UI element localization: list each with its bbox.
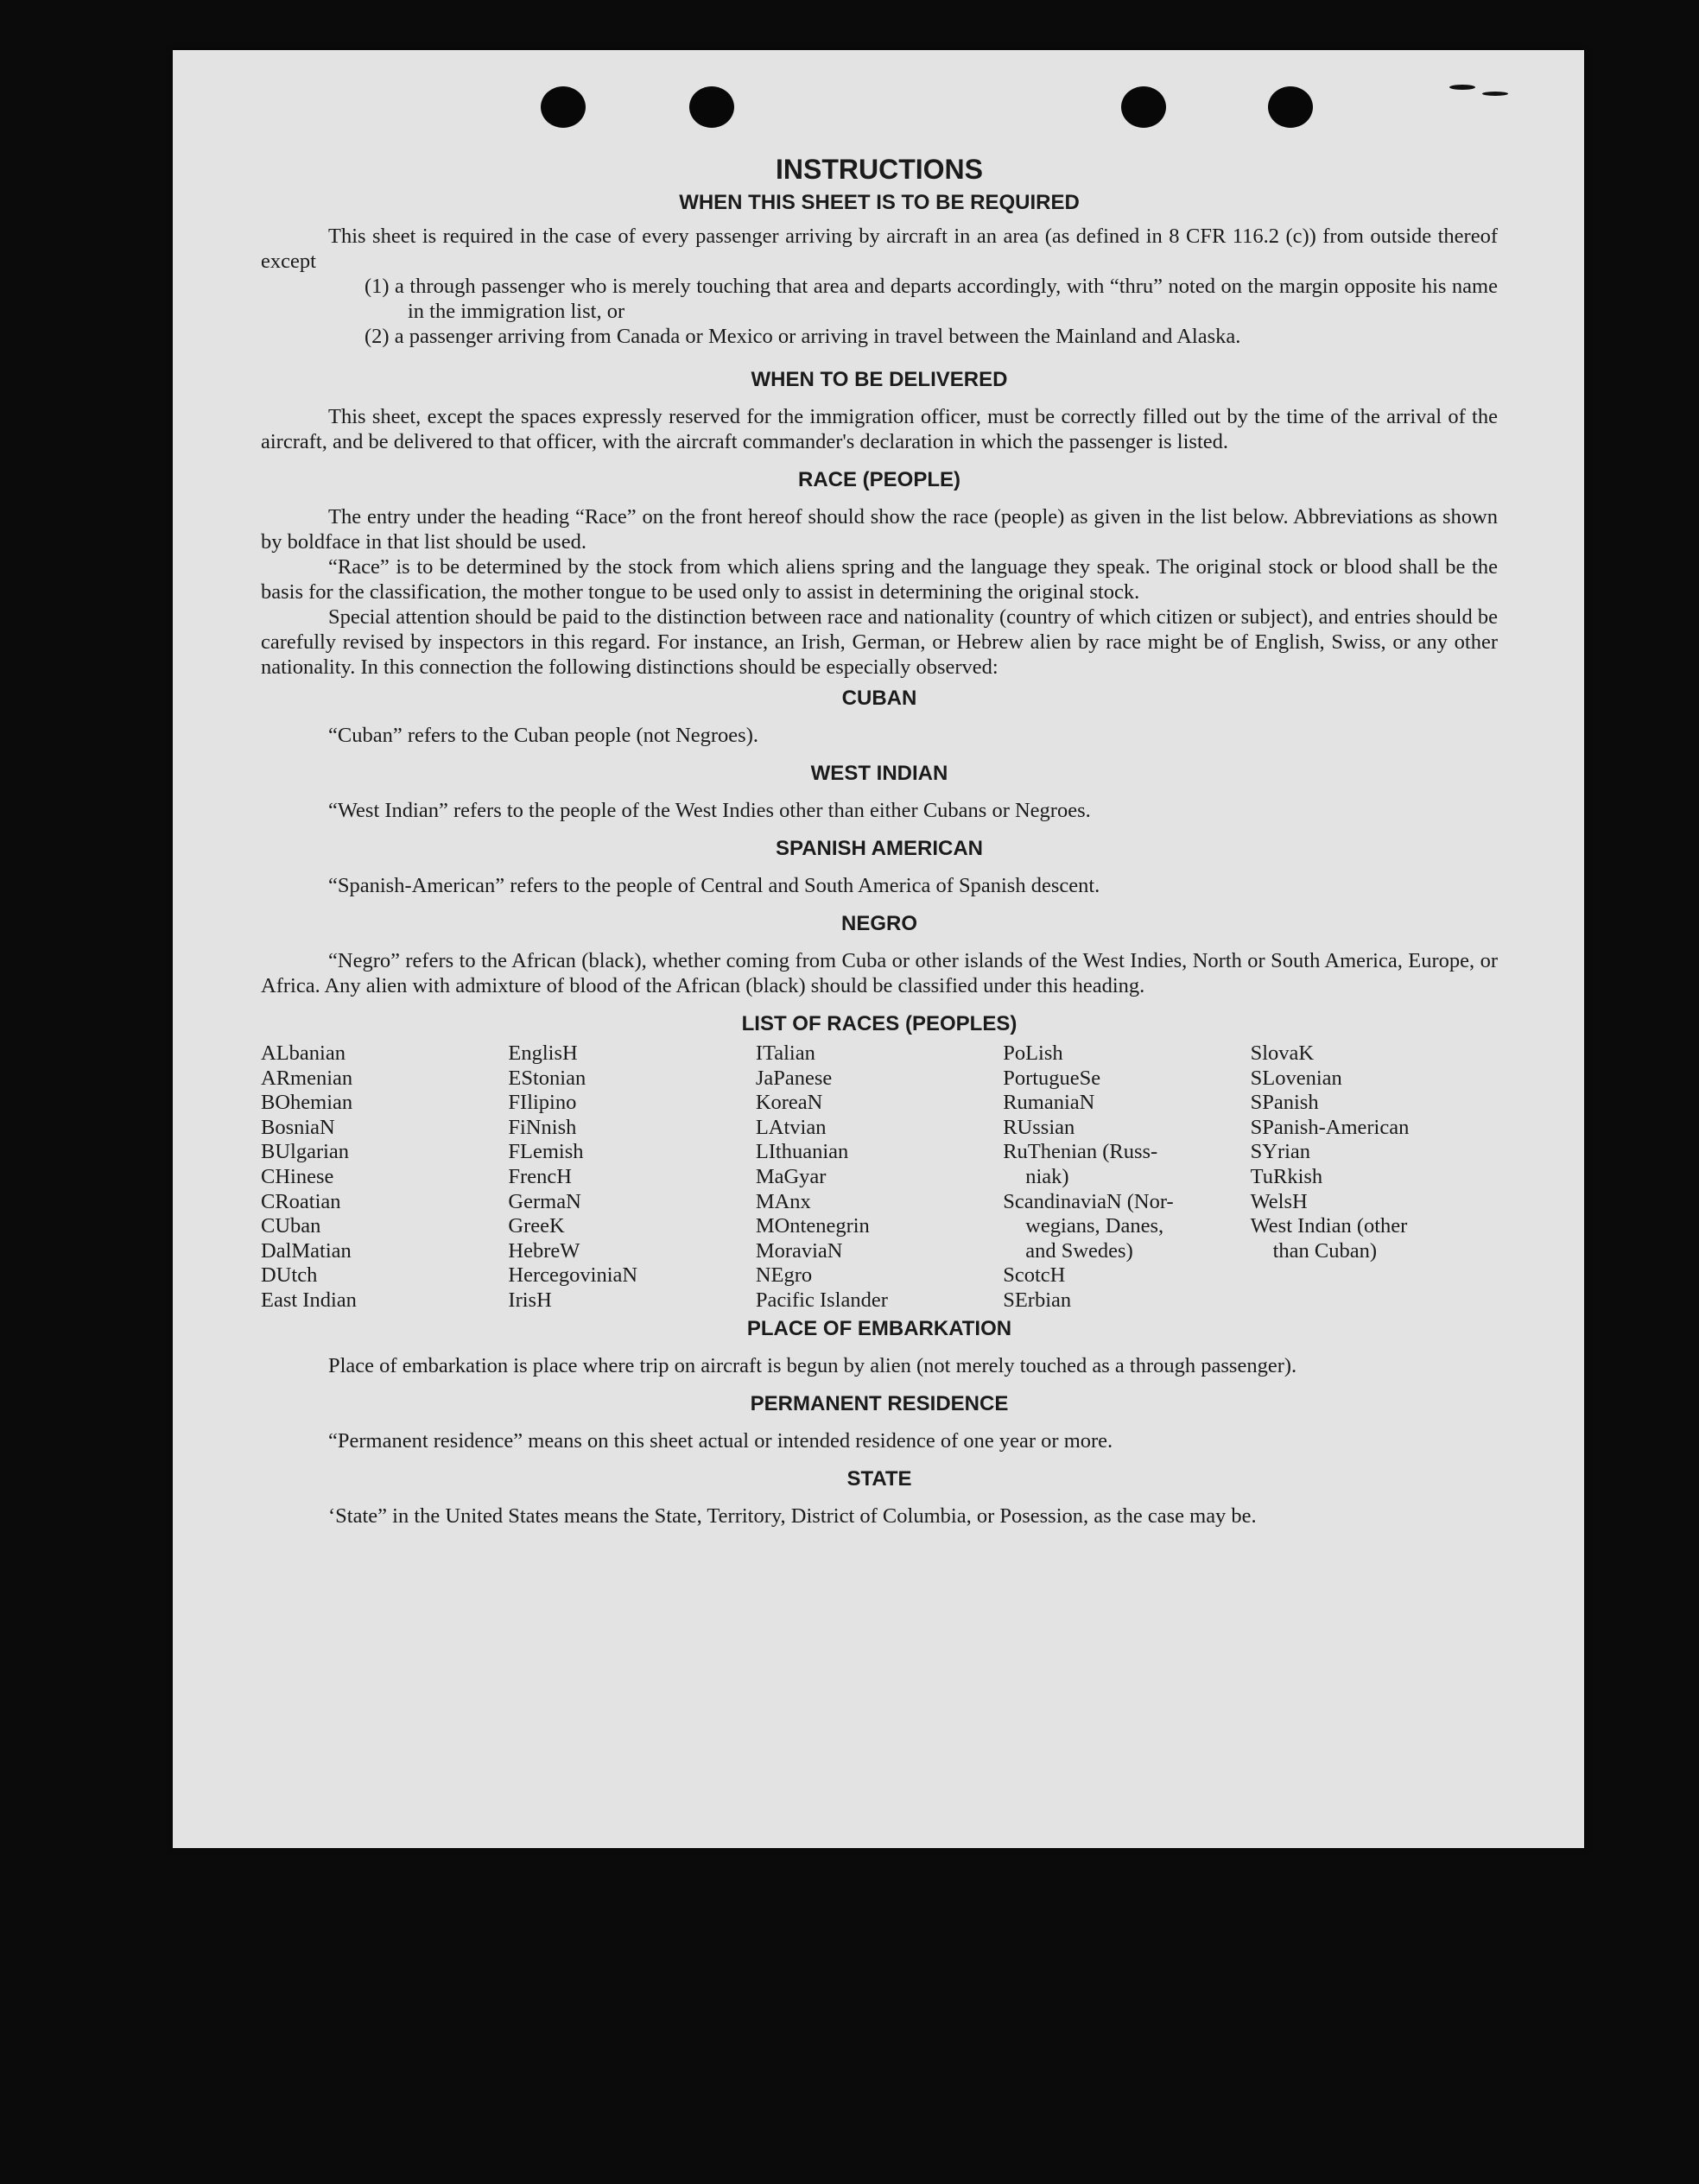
- heading-state: STATE: [846, 1466, 912, 1491]
- state-text: ‘State” in the United States means the State, Territory, District of Columbia, or Posession, as the case may be.: [328, 1503, 1257, 1528]
- required-item-2: (2) a passenger arriving from Canada or Mexico or arriving in travel between the Mainland and Alaska.: [365, 325, 1241, 348]
- race-entry: ScandinaviaN (Nor-: [1003, 1189, 1174, 1213]
- heading-race-list: LIST OF RACES (PEOPLES): [741, 1012, 1017, 1035]
- ink-mark: [1449, 85, 1475, 90]
- heading-west-indian: WEST INDIAN: [810, 762, 948, 785]
- race-entry: RUssian: [1003, 1115, 1075, 1139]
- race-entry: TuRkish: [1250, 1164, 1323, 1188]
- race-entry: MAnx: [755, 1189, 811, 1213]
- race-entry: MaGyar: [755, 1164, 827, 1188]
- race-entry: LAtvian: [755, 1115, 827, 1139]
- race-entry: ITalian: [755, 1041, 815, 1065]
- race-entry-continued: than Cuban): [1272, 1238, 1378, 1263]
- race-entry: PoLish: [1003, 1041, 1063, 1065]
- race-entry: KoreaN: [755, 1091, 823, 1115]
- embarkation-text: Place of embarkation is place where trip on aircraft is begun by alien (not merely touched as a through passenger).: [328, 1353, 1297, 1377]
- delivered-text: This sheet, except the spaces expressly reserved for the immigration officer, must be correctly filled out by the time of the arrival of the aircraft, and be delivered to that officer, with the aircraft commander's declaration in which the passenger is listed.: [261, 405, 1498, 453]
- heading-race: RACE (PEOPLE): [797, 468, 960, 491]
- race-entry: HebreW: [508, 1238, 580, 1263]
- race-entry: EnglisH: [508, 1041, 578, 1065]
- race-paragraph-2: “Race” is to be determined by the stock from which aliens spring and the language they speak. The original stock or blood shall be the basis for the classification, the mother tongue to be used only to assist in determining the original stock.: [261, 555, 1498, 604]
- spanish-american-text: “Spanish-American” refers to the people of Central and South America of Spanish descent.: [328, 874, 1100, 897]
- required-intro: This sheet is required in the case of every passenger arriving by aircraft in an area (as defined in 8 CFR 116.2 (c)) from outside thereof except: [261, 225, 1498, 273]
- race-entry: West Indian (other: [1250, 1214, 1408, 1238]
- race-entry: CUban: [261, 1214, 321, 1238]
- heading-cuban: CUBAN: [841, 687, 917, 710]
- race-entry: MOntenegrin: [755, 1214, 870, 1238]
- race-entry: SPanish-American: [1250, 1115, 1410, 1139]
- race-entry: CRoatian: [261, 1189, 341, 1213]
- heading-residence: PERMANENT RESIDENCE: [750, 1391, 1009, 1415]
- punch-hole: [689, 86, 734, 128]
- race-entry: LIthuanian: [755, 1140, 849, 1164]
- race-entry: SlovaK: [1250, 1041, 1315, 1065]
- race-entry: SLovenian: [1250, 1066, 1342, 1090]
- punch-hole: [1121, 86, 1166, 128]
- heading-delivered: WHEN TO BE DELIVERED: [751, 368, 1008, 391]
- race-entry: ARmenian: [261, 1066, 353, 1090]
- cuban-text: “Cuban” refers to the Cuban people (not Negroes).: [328, 724, 758, 747]
- race-entry: IrisH: [508, 1288, 552, 1312]
- punch-hole: [1268, 86, 1313, 128]
- required-item-1: (1) a through passenger who is merely touching that area and departs accordingly, with “thru” noted on the margin opposite his name in the immigration list, or: [365, 275, 1498, 323]
- race-entry: BUlgarian: [261, 1140, 350, 1164]
- race-entry: PortugueSe: [1003, 1066, 1101, 1090]
- race-column-4: [1003, 1041, 1250, 1314]
- race-entry: SPanish: [1250, 1091, 1319, 1115]
- race-entry: SYrian: [1250, 1140, 1311, 1164]
- race-column-2: [508, 1041, 755, 1314]
- race-entry: East Indian: [261, 1288, 357, 1312]
- punch-hole: [541, 86, 586, 128]
- heading-required: WHEN THIS SHEET IS TO BE REQUIRED: [679, 191, 1080, 214]
- race-entry: NEgro: [755, 1263, 813, 1288]
- race-entry: RuThenian (Russ-: [1003, 1140, 1158, 1164]
- document-body: [261, 154, 1498, 1529]
- heading-negro: NEGRO: [840, 912, 917, 935]
- race-entry: GermaN: [508, 1189, 581, 1213]
- race-entry: MoraviaN: [755, 1238, 843, 1263]
- race-entry: GreeK: [508, 1214, 565, 1238]
- race-entry: FIlipino: [508, 1091, 577, 1115]
- race-entry: CHinese: [261, 1164, 334, 1188]
- race-paragraph-3: Special attention should be paid to the distinction between race and nationality (country of which citizen or subject), and entries should be carefully revised by inspectors in this regard. For instance, an Irish, German, or Hebrew alien by race might be of English, Swiss, or any other nationality. In this connection the following distinctions should be especially observed:: [261, 605, 1498, 679]
- heading-embarkation: PLACE OF EMBARKATION: [746, 1316, 1012, 1340]
- race-entry: SErbian: [1003, 1288, 1072, 1312]
- race-entry: FLemish: [508, 1140, 584, 1164]
- race-entry: Pacific Islander: [755, 1288, 888, 1312]
- heading-spanish-american: SPANISH AMERICAN: [775, 837, 983, 860]
- race-entry: BosniaN: [261, 1115, 335, 1139]
- west-indian-text: “West Indian” refers to the people of the West Indies other than either Cubans or Negroes.: [328, 799, 1091, 822]
- race-column-3: [756, 1041, 1003, 1314]
- race-entry-continued: and Swedes): [1025, 1238, 1133, 1263]
- race-entry: WelsH: [1250, 1189, 1308, 1213]
- race-entry: EStonian: [508, 1066, 586, 1090]
- race-list: [261, 1041, 1498, 1314]
- race-column-5: [1251, 1041, 1498, 1314]
- race-entry-continued: niak): [1025, 1164, 1069, 1188]
- document-page: [173, 50, 1584, 1848]
- race-paragraph-1: The entry under the heading “Race” on the front hereof should show the race (people) as given in the list below. Abbreviations as shown by boldface in that list should be used.: [261, 505, 1498, 554]
- page-title: INSTRUCTIONS: [776, 154, 983, 185]
- ink-mark: [1482, 92, 1508, 96]
- race-column-1: [261, 1041, 508, 1314]
- negro-text: “Negro” refers to the African (black), whether coming from Cuba or other islands of the West Indies, North or South America, Europe, or Africa. Any alien with admixture of blood of the African (black) should be classified under this heading.: [261, 949, 1498, 997]
- race-entry: FiNnish: [508, 1115, 577, 1139]
- race-entry: ScotcH: [1003, 1263, 1066, 1288]
- race-entry: DUtch: [261, 1263, 318, 1288]
- race-entry: HercegoviniaN: [508, 1263, 638, 1288]
- race-entry: RumaniaN: [1003, 1091, 1095, 1115]
- race-entry-continued: wegians, Danes,: [1025, 1214, 1164, 1238]
- race-entry: FrencH: [508, 1164, 572, 1188]
- race-entry: JaPanese: [755, 1066, 833, 1090]
- race-entry: DalMatian: [261, 1238, 352, 1263]
- race-entry: ALbanian: [261, 1041, 346, 1065]
- race-entry: BOhemian: [261, 1091, 353, 1115]
- residence-text: “Permanent residence” means on this sheet actual or intended residence of one year or more.: [328, 1428, 1113, 1453]
